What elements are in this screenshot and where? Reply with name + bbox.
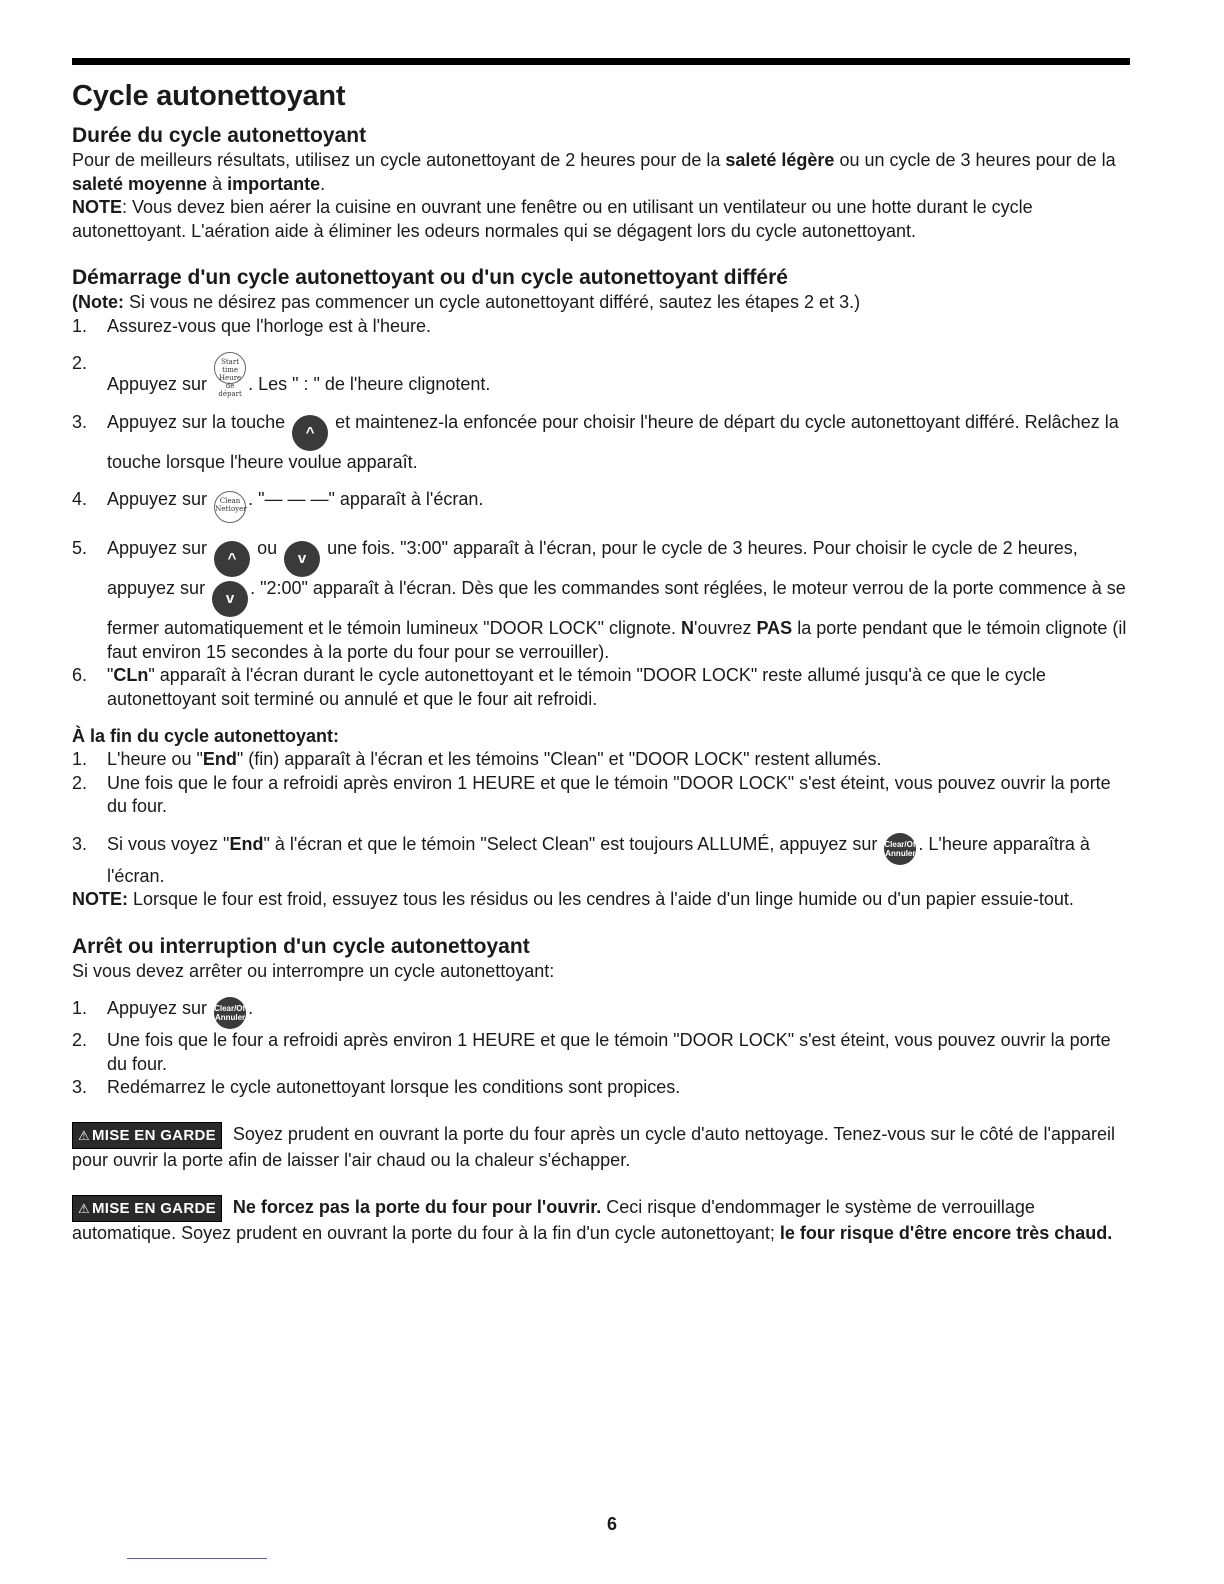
page-content	[72, 80, 1130, 1246]
list-item: 4. Appuyez sur Clean Nettoyer. "— — —" apparaît à l'écran.	[72, 488, 1130, 523]
list-item: 1. L'heure ou "End" (fin) apparaît à l'écran et les témoins "Clean" et "DOOR LOCK" restent allumés.	[72, 749, 882, 769]
warning-paragraph-2: ⚠ MISE EN GARDE Ne forcez pas la porte du four pour l'ouvrir. Ceci risque d'endommager le système de verrouillage automatique. Soyez prudent en ouvrant la porte du four à la fin d'un cycle autonettoyant; le four risque d'être encore très chaud.	[72, 1196, 1113, 1243]
warning-triangle-icon: ⚠	[78, 1200, 90, 1216]
section-heading-start: Démarrage d'un cycle autonettoyant ou d'un cycle autonettoyant différé	[72, 266, 788, 289]
clear-off-key-icon: Clear/Off Annuler	[884, 833, 916, 865]
section-heading-duration: Durée du cycle autonettoyant	[72, 124, 367, 147]
down-arrow-key-icon: v	[212, 581, 248, 617]
warning-badge: ⚠ MISE EN GARDE	[72, 1195, 222, 1223]
end-steps	[72, 748, 1130, 888]
list-item: 2. Une fois que le four a refroidi après environ 1 HEURE et que le témoin "DOOR LOCK" s'est éteint, vous pouvez ouvrir la porte du four.	[72, 1030, 1111, 1074]
list-item: 1. Assurez-vous que l'horloge est à l'heure.	[72, 315, 432, 336]
stop-intro: Si vous devez arrêter ou interrompre un cycle autonettoyant:	[72, 960, 555, 981]
start-time-key-icon: Start time Heure de départ	[214, 352, 246, 384]
end-note: NOTE: Lorsque le four est froid, essuyez tous les résidus ou les cendres à l'aide d'un linge humide ou d'un papier essuie-tout.	[72, 889, 1074, 909]
footer-rule	[127, 1558, 267, 1559]
clean-key-icon: Clean Nettoyer	[214, 491, 246, 523]
top-rule	[72, 58, 1130, 65]
page-number: 6	[606, 1514, 617, 1534]
warning-paragraph-1: ⚠ MISE EN GARDE Soyez prudent en ouvrant la porte du four après un cycle d'auto nettoyage. Tenez-vous sur le côté de l'appareil pour ouvrir la porte afin de laisser l'air chaud ou la chaleur s'échapper.	[72, 1123, 1115, 1170]
warning-triangle-icon: ⚠	[78, 1127, 90, 1143]
page-title: Cycle autonettoyant	[72, 80, 346, 112]
start-steps	[72, 315, 1130, 712]
list-item: 6. "CLn" apparaît à l'écran durant le cycle autonettoyant et le témoin "DOOR LOCK" reste allumé jusqu'à ce que le cycle autonettoyant soit terminé ou annulé et que le four ait refroidi.	[72, 665, 1046, 709]
up-arrow-key-icon: ^	[214, 541, 250, 577]
list-item: 5. Appuyez sur ^ ou v une fois. "3:00" apparaît à l'écran, pour le cycle de 3 heures. Pour choisir le cycle de 2 heures, appuyez sur v. "2:00" apparaît à l'écran. Dès que les commandes sont réglées, le moteur verrou de la porte commence à se fermer automatiquement et le témoin lumineux "DOOR LOCK" clignote. N'ouvrez PAS la porte pendant que le témoin clignote (il faut environ 15 secondes à la porte du four pour se verrouiller).	[72, 538, 1127, 662]
up-arrow-key-icon: ^	[292, 415, 328, 451]
list-item: 2. Une fois que le four a refroidi après environ 1 HEURE et que le témoin "DOOR LOCK" s'est éteint, vous pouvez ouvrir la porte du four.	[72, 772, 1111, 816]
clear-off-key-icon: Clear/Off Annuler	[214, 997, 246, 1029]
duration-paragraph: Pour de meilleurs résultats, utilisez un cycle autonettoyant de 2 heures pour de la saleté légère ou un cycle de 3 heures pour de la saleté moyenne à importante.	[72, 150, 1116, 194]
list-item: 1. Appuyez sur Clear/Off Annuler .	[72, 997, 1130, 1029]
duration-note: NOTE: Vous devez bien aérer la cuisine en ouvrant une fenêtre ou en utilisant un ventilateur ou une hotte durant le cycle autonettoyant. L'aération aide à éliminer les odeurs normales qui se dégagent lors du cycle autonettoyant.	[72, 197, 1033, 241]
down-arrow-key-icon: v	[284, 541, 320, 577]
warning-badge: ⚠ MISE EN GARDE	[72, 1122, 222, 1150]
list-item: 3. Redémarrez le cycle autonettoyant lorsque les conditions sont propices.	[72, 1077, 681, 1097]
list-item: 2. Appuyez sur Start time Heure de départ . Les " : " de l'heure clignotent.	[72, 353, 491, 398]
list-item: 3. Si vous voyez "End" à l'écran et que le témoin "Select Clean" est toujours ALLUMÉ, appuyez sur Clear/Off Annuler . L'heure apparaîtra à l'écran.	[72, 833, 1090, 886]
list-item: 3. Appuyez sur la touche ^ et maintenez-la enfoncée pour choisir l'heure de départ du cycle autonettoyant différé. Relâchez la touche lorsque l'heure voulue apparaît.	[72, 411, 1119, 472]
stop-steps	[72, 997, 1130, 1100]
start-note: (Note: Si vous ne désirez pas commencer un cycle autonettoyant différé, sautez les étapes 2 et 3.)	[72, 292, 861, 312]
section-heading-end: À la fin du cycle autonettoyant:	[72, 726, 340, 746]
section-heading-stop: Arrêt ou interruption d'un cycle autonettoyant	[72, 934, 530, 958]
